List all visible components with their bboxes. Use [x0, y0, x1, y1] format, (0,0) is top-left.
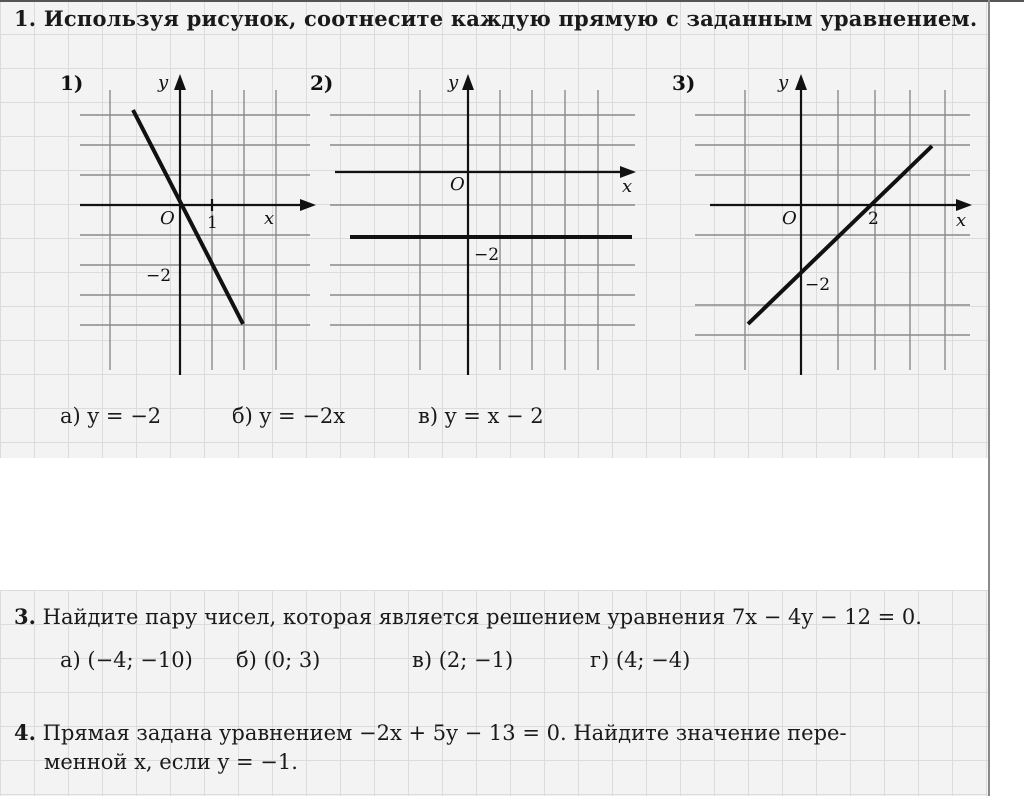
- graph-2-y-label: y: [448, 72, 459, 93]
- top-rule: [0, 0, 1024, 2]
- graph-2-label: 2): [310, 71, 334, 95]
- graph-3-x-label: x: [956, 210, 967, 231]
- task1-option-c: в) y = x − 2: [418, 404, 544, 428]
- graph-1-x-label: x: [264, 208, 275, 229]
- task4-line1: [14, 720, 847, 745]
- graph-1-y-label: y: [158, 72, 169, 93]
- graph-3: [670, 60, 980, 380]
- task1-text: Используя рисунок, соотнесите каждую прямую с заданным уравнением.: [43, 6, 978, 31]
- task4-text-line2: менной x, если y = −1.: [44, 750, 298, 774]
- graph-1-tick-x-label: 1: [207, 213, 218, 233]
- graph-1-line: [133, 110, 243, 324]
- task1-heading: [14, 6, 977, 31]
- graph-1-origin: O: [160, 208, 175, 229]
- graph-2-x-label: x: [622, 176, 633, 197]
- graph-3-label: 3): [672, 71, 696, 95]
- graph-1: [60, 60, 330, 380]
- graph-1-tick-y-label: −2: [146, 266, 172, 286]
- graph-1-label: 1): [60, 71, 84, 95]
- graph-3-tick-x-label: 2: [868, 209, 879, 229]
- task3-number: 3.: [14, 604, 36, 629]
- task1-number: 1.: [14, 6, 37, 31]
- graph-1-y-arrow: [174, 74, 186, 90]
- graph-2-tick-y-label: −2: [474, 245, 500, 265]
- graph-3-grid: [695, 90, 970, 370]
- graph-3-tick-y-label: −2: [805, 275, 831, 295]
- graph-2-grid: [330, 90, 635, 370]
- task1-option-b: б) y = −2x: [232, 404, 346, 428]
- right-rule: [988, 0, 990, 796]
- graph-2-origin: O: [450, 174, 465, 195]
- graph-3-y-arrow: [795, 74, 807, 90]
- task4-text-line1: Прямая задана уравнением −2x + 5y − 13 = 0. Найдите значение пере-: [42, 721, 847, 745]
- graph-2: [310, 60, 640, 380]
- task3-option-a: а) (−4; −10): [60, 648, 193, 672]
- task3-option-b: б) (0; 3): [236, 648, 321, 672]
- task4-number: 4.: [14, 720, 36, 745]
- task3-option-d: г) (4; −4): [590, 648, 691, 672]
- graph-2-y-arrow: [462, 74, 474, 90]
- task3-question: [14, 604, 922, 629]
- task3-text: Найдите пару чисел, которая является решением уравнения 7x − 4y − 12 = 0.: [42, 605, 922, 629]
- graph-3-origin: O: [782, 208, 797, 229]
- graph-3-y-label: y: [778, 72, 789, 93]
- task3-option-c: в) (2; −1): [412, 648, 514, 672]
- task1-option-a: а) y = −2: [60, 404, 162, 428]
